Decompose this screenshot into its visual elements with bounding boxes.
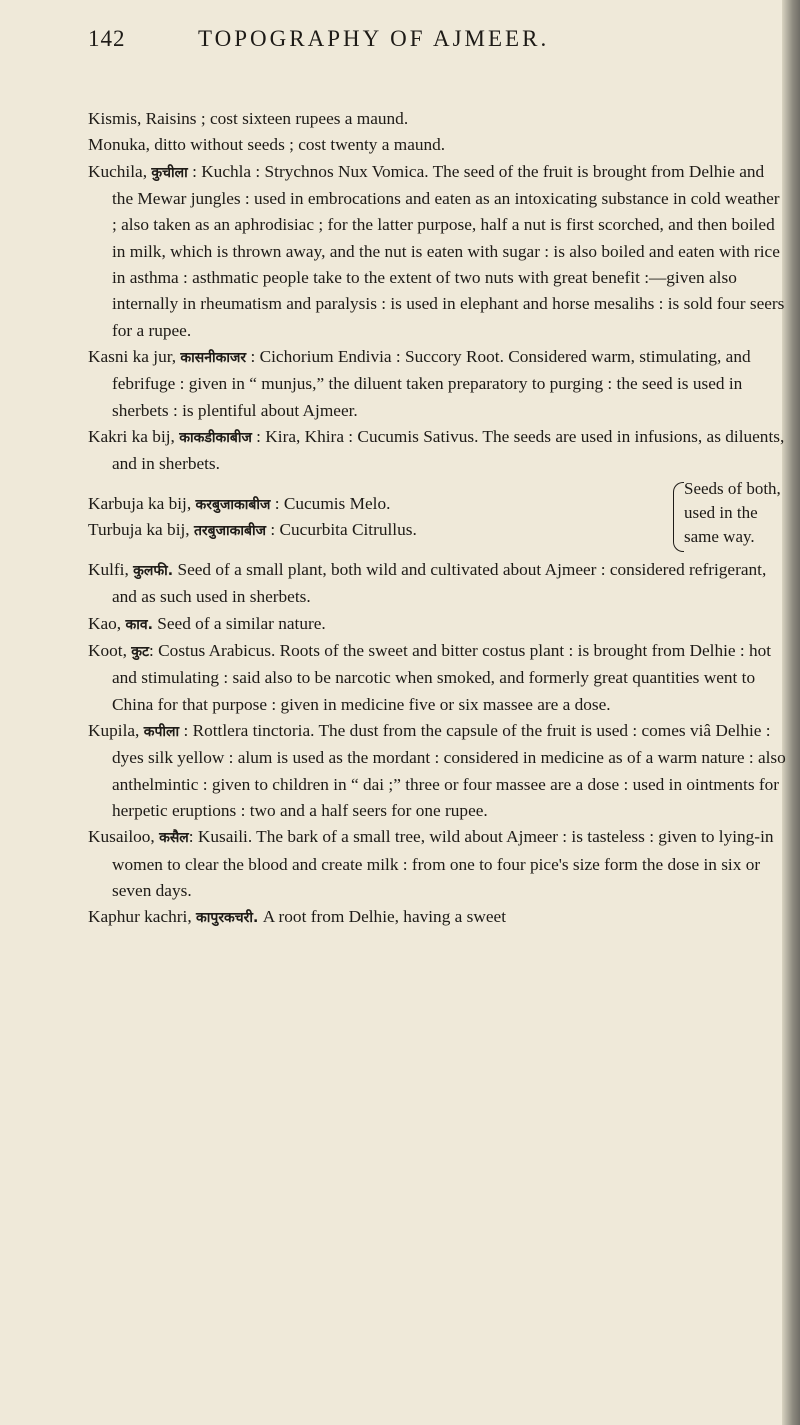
curly-brace	[673, 482, 684, 552]
page-number: 142	[88, 26, 126, 51]
entry-koot: Koot, कुट: Costus Arabicus. Roots of the sweet and bitter costus plant : is brought from Delhie : hot and stimulating : said also to be narcotic when smoked, and formerly great quantities went to China for that purpose : given in medicine five or six massee are a dose.	[88, 640, 772, 714]
devanagari-term: काव.	[125, 616, 153, 633]
bracket-note-3: same way.	[684, 526, 755, 546]
devanagari-term: कापुरकचरी.	[195, 910, 259, 927]
entry-monuka: Monuka, ditto without seeds ; cost twenty a maund.	[88, 135, 446, 155]
bracket-note-2: used in the	[684, 502, 758, 522]
devanagari-term: कासनीकाजर	[180, 350, 247, 367]
entry-kaphur-kachri: Kaphur kachri, कापुरकचरी. A root from Delhie, having a sweet	[88, 907, 506, 927]
devanagari-term: करबुजाकाबीज	[195, 496, 271, 513]
glossary-text	[88, 106, 788, 932]
entry-karbuja: Karbuja ka bij, करबुजाकाबीज : Cucumis Melo.	[88, 493, 391, 513]
entry-kuchila: Kuchila, कुचीला : Kuchla : Strychnos Nux Vomica. The seed of the fruit is brought from Delhie and the Mewar jungles : used in embrocations and eaten as an intoxicating substance in cold weather ; also taken as an aphrodisiac ; for the latter purpose, half a nut is first scorched, and then boiled in milk, which is thrown away, and the nut is eaten with sugar : is also boiled and eaten with rice in asthma : asthmatic people take to the extent of two nuts with great benefit :—given also internally in rheumatism and paralysis : is used in elephant and horse mesalihs : is sold four seers for a rupee.	[88, 161, 785, 340]
devanagari-term: काकडीकाबीज	[179, 430, 252, 447]
devanagari-term: कुट	[131, 643, 150, 660]
running-title: TOPOGRAPHY OF AJMEER.	[198, 26, 550, 51]
devanagari-term: कुलफी.	[133, 562, 174, 579]
devanagari-term: कसैल	[159, 830, 189, 847]
bracket-note-1: Seeds of both,	[684, 478, 781, 498]
devanagari-term: तरबुजाकाबीज	[193, 522, 267, 539]
entry-kakri: Kakri ka bij, काकडीकाबीज : Kira, Khira : Cucumis Sativus. The seeds are used in infusions, as diluents, and in sherbets.	[88, 427, 785, 474]
entry-kismis: Kismis, Raisins ; cost sixteen rupees a maund.	[88, 109, 409, 128]
devanagari-term: कपीला	[143, 723, 180, 740]
entry-kasni: Kasni ka jur, कासनीकाजर : Cichorium Endivia : Succory Root. Considered warm, stimulating, and febrifuge : given in “ munjus,” the diluent taken preparatory to purging : the seed is used in sherbets : is plentiful about Ajmeer.	[88, 347, 751, 420]
page-header	[88, 26, 728, 60]
entry-kao: Kao, काव. Seed of a similar nature.	[88, 613, 326, 633]
entry-kulfi: Kulfi, कुलफी. Seed of a small plant, both wild and cultivated about Ajmeer : considered refrigerant, and as such used in sherbets.	[88, 559, 767, 607]
entry-kupila: Kupila, कपीला : Rottlera tinctoria. The dust from the capsule of the fruit is used : comes viâ Delhie : dyes silk yellow : alum is used as the mordant : considered in medicine as of a warm nature : also anthelmintic : given to children in “ dai ;” three or four massee are a dose : used in ointments for herpetic eruptions : two and a half seers for one rupee.	[88, 720, 786, 820]
bracketed-entries	[88, 478, 788, 557]
entry-turbuja: Turbuja ka bij, तरबुजाकाबीज : Cucurbita Citrullus.	[88, 519, 417, 539]
entry-kusailoo: Kusailoo, कसैल: Kusaili. The bark of a small tree, wild about Ajmeer : is tasteless : given to lying-in women to clear the blood and create milk : from one to four pice's size form the dose in six or seven days.	[88, 827, 774, 900]
devanagari-term: कुचीला	[151, 164, 188, 181]
